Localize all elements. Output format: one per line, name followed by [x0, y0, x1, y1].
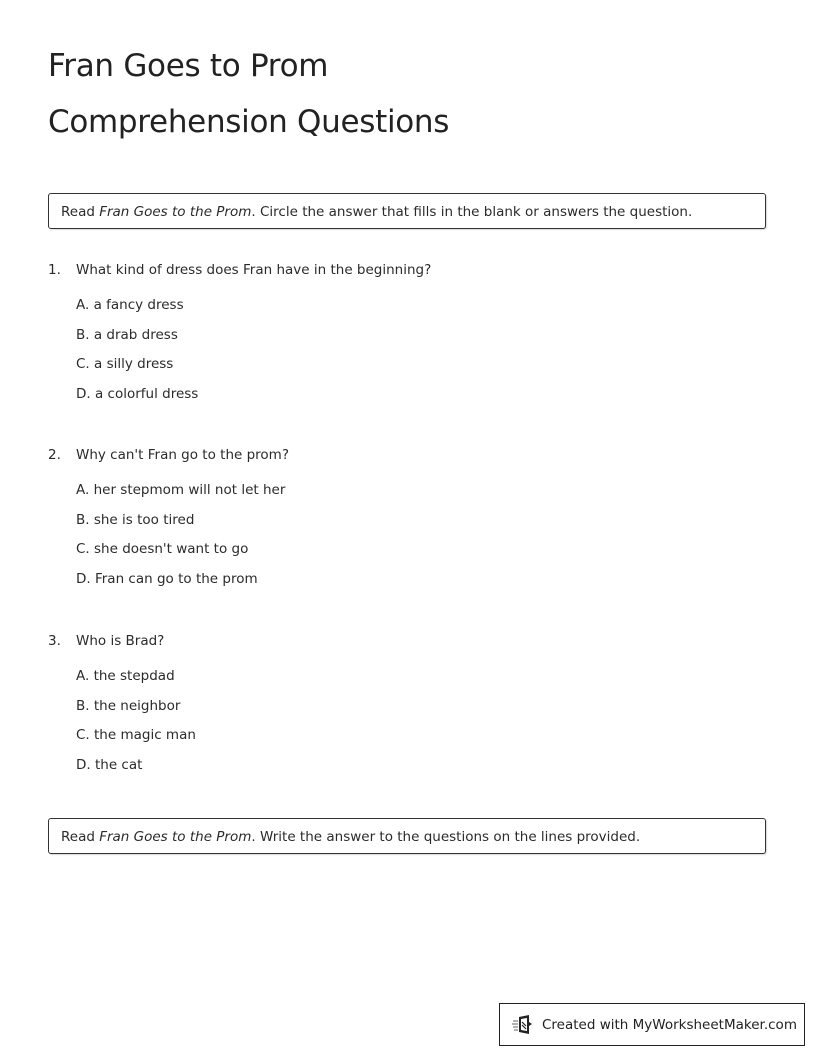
- question-text: What kind of dress does Fran have in the beginning?: [76, 262, 432, 278]
- question-number: 2.: [48, 447, 61, 463]
- answer-choice: C. a silly dress: [76, 356, 174, 372]
- answer-choice: B. a drab dress: [76, 326, 178, 343]
- question-2: [48, 447, 289, 599]
- answer-choice: B. she is too tired: [76, 511, 195, 528]
- answer-choice: B. the neighbor: [76, 697, 181, 714]
- question-text: Who is Brad?: [76, 633, 165, 649]
- question-text: Why can't Fran go to the prom?: [76, 447, 289, 463]
- footer-text: Created with MyWorksheetMaker.com: [542, 1016, 797, 1033]
- footer-credit[interactable]: [499, 1003, 805, 1046]
- answer-choice: C. she doesn't want to go: [76, 541, 249, 557]
- worksheet-title: Fran Goes to Prom: [48, 48, 329, 84]
- instructions-box-written: [48, 818, 766, 854]
- answer-choice: D. a colorful dress: [76, 385, 199, 402]
- answer-choice: C. the magic man: [76, 727, 196, 743]
- question-number: 3.: [48, 633, 61, 649]
- answer-choice: D. Fran can go to the prom: [76, 570, 258, 587]
- instruction-prefix: Read: [61, 829, 100, 845]
- worksheet-subtitle: Comprehension Questions: [48, 104, 450, 140]
- instructions-box-multiple-choice: [48, 193, 766, 229]
- question-1: [48, 262, 431, 414]
- question-3: [48, 633, 196, 785]
- story-title: Fran Goes to the Prom: [99, 204, 252, 220]
- worksheet-logo-icon: [512, 1014, 534, 1036]
- story-title: Fran Goes to the Prom: [99, 829, 252, 845]
- instruction-text: . Write the answer to the questions on the lines provided.: [251, 829, 641, 845]
- instruction-text: . Circle the answer that fills in the blank or answers the question.: [251, 204, 693, 220]
- question-number: 1.: [48, 262, 61, 278]
- answer-choice: A. a fancy dress: [76, 297, 184, 313]
- instruction-prefix: Read: [61, 204, 100, 220]
- answer-choice: D. the cat: [76, 756, 143, 773]
- answer-choice: A. her stepmom will not let her: [76, 482, 286, 498]
- answer-choice: A. the stepdad: [76, 668, 175, 684]
